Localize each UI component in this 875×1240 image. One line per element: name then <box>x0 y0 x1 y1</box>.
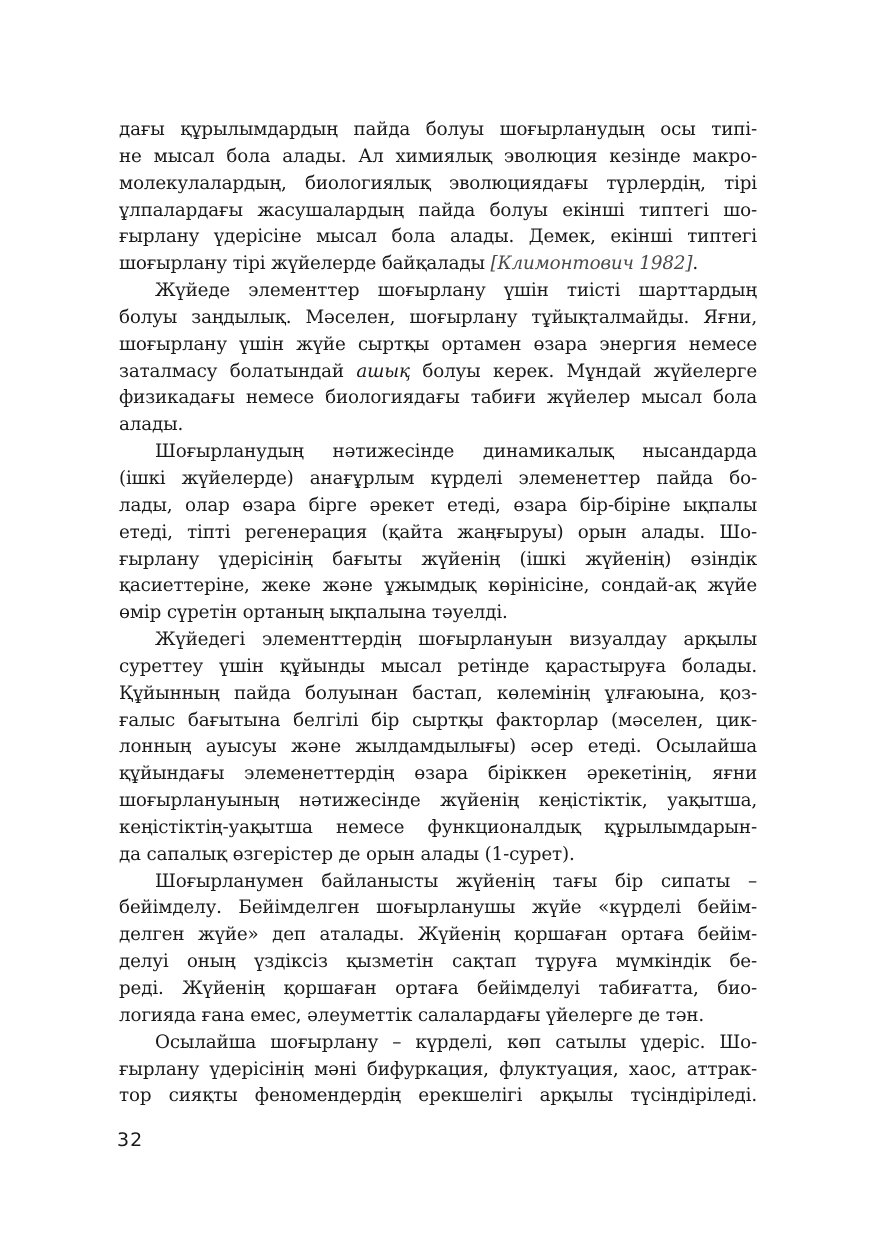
text-line <box>119 198 757 225</box>
text-line <box>119 573 757 600</box>
line-text: (ішкі жүйелерде) анағұрлым күрделі элеменеттер пайда бо- <box>119 467 757 489</box>
text-line <box>119 305 757 332</box>
text-line <box>119 547 757 574</box>
text-line <box>119 144 757 171</box>
line-text: Жүйеде элементтер шоғырлану үшін тиісті шарттардың <box>155 280 757 302</box>
line-text: шоғырлануының нәтижесінде жүйенің кеңістіктік, уақытша, <box>119 790 757 812</box>
line-text: ғырлану үдерісінің бағыты жүйенің (ішкі жүйенің) өзіндік <box>119 548 757 570</box>
text-line <box>119 251 757 278</box>
text-line <box>119 1030 757 1057</box>
text-line <box>119 815 757 842</box>
text-line <box>119 224 757 251</box>
body-text <box>119 117 757 1110</box>
text-line <box>119 1057 757 1084</box>
line-text: логияда ғана емес, әлеуметтік салалардағы үйелерге де тән. <box>119 1004 705 1026</box>
line-text: қасиеттеріне, жеке және ұжымдық көрінісіне, сондай-ақ жүйе <box>119 575 757 597</box>
text-line <box>119 1003 757 1030</box>
line-text: Құйынның пайда болуынан бастап, көлемінің ұлғаюына, қоз- <box>119 682 757 704</box>
text-line <box>119 439 757 466</box>
line-text: бейімделу. Бейімделген шоғырланушы жүйе «күрделі бейім- <box>119 897 757 919</box>
line-text: . <box>692 253 698 275</box>
text-line <box>119 949 757 976</box>
line-text: заталмасу болатындай <box>119 360 357 382</box>
text-line <box>119 600 757 627</box>
text-line <box>119 385 757 412</box>
text-line <box>119 412 757 439</box>
line-text: шоғырлану үшін жүйе сыртқы ортамен өзара энергия немесе <box>119 333 757 355</box>
line-text: ұлпалардағы жасушалардың пайда болуы екінші типтегі шо- <box>119 199 757 221</box>
text-line <box>119 922 757 949</box>
line-text: ғалыс бағытына белгілі бір сыртқы факторлар (мәселен, цик- <box>119 709 757 731</box>
text-line <box>119 359 757 386</box>
page-number: 32 <box>117 1129 144 1151</box>
citation-text: ашық <box>356 360 410 382</box>
text-line <box>119 788 757 815</box>
line-text: физикадағы немесе биологиядағы табиғи жүйелер мысал бола <box>119 387 757 409</box>
text-line <box>119 278 757 305</box>
text-line <box>119 1083 757 1110</box>
text-line <box>119 842 757 869</box>
line-text: не мысал бола алады. Ал химиялық эволюция кезінде макро- <box>119 145 757 167</box>
line-text: суреттеу үшін құйынды мысал ретінде қарастыруға болады. <box>119 655 757 677</box>
line-text: делген жүйе» деп аталады. Жүйенің қоршаған ортаға бейім- <box>119 924 757 946</box>
line-text: шоғырлану тірі жүйелерде байқалады <box>119 253 491 275</box>
text-line <box>119 681 757 708</box>
line-text: реді. Жүйенің қоршаған ортаға бейімделуі табиғатта, био- <box>119 978 757 999</box>
text-line <box>119 520 757 547</box>
text-line <box>119 895 757 922</box>
line-text: етеді, тіпті регенерация (қайта жаңғыруы) орын алады. Шо- <box>119 521 757 543</box>
text-line <box>119 332 757 359</box>
line-text: лады, олар өзара бірге әрекет етеді, өзара бір-біріне ықпалы <box>119 494 757 516</box>
line-text: болуы керек. Мұндай жүйелерге <box>409 360 758 382</box>
line-text: ғырлану үдерісіне мысал бола алады. Демек, екінші типтегі <box>119 226 757 248</box>
citation-text: [Климонтович 1982] <box>490 253 693 275</box>
line-text: Шоғырланумен байланысты жүйенің тағы бір сипаты – <box>155 870 757 892</box>
text-line <box>119 466 757 493</box>
text-line <box>119 654 757 681</box>
text-line <box>119 734 757 761</box>
text-line <box>119 627 757 654</box>
line-text: өмір сүретін ортаның ықпалына тәуелді. <box>119 602 508 624</box>
line-text: Осылайша шоғырлану – күрделі, көп сатылы үдеріс. Шо- <box>155 1031 757 1053</box>
line-text: молекулалардың, биологиялық эволюциядағы түрлердің, тірі <box>119 172 757 194</box>
line-text: Жүйедегі элементтердің шоғырлануын визуалдау арқылы <box>155 629 757 651</box>
line-text: лонның ауысуы және жылдамдылығы) әсер етеді. Осылайша <box>119 736 757 758</box>
line-text: да сапалық өзгерістер де орын алады (1-сурет). <box>119 843 575 865</box>
text-line <box>119 117 757 144</box>
text-line <box>119 171 757 198</box>
text-line <box>119 869 757 896</box>
line-text: құйындағы элеменеттердің өзара біріккен әрекетінің, яғни <box>119 763 757 785</box>
line-text: тор сияқты феномендердің ерекшелігі арқылы түсіндіріледі. <box>119 1085 757 1107</box>
line-text: алады. <box>119 414 184 436</box>
line-text: дағы құрылымдардың пайда болуы шоғырланудың осы типі- <box>119 119 757 140</box>
text-line <box>119 761 757 788</box>
line-text: делуі оның үздіксіз қызметін сақтап тұруға мүмкіндік бе- <box>119 951 757 973</box>
line-text: болуы заңдылық. Мәселен, шоғырлану тұйықталмайды. Яғни, <box>119 306 757 328</box>
line-text: кеңістіктің-уақытша немесе функционалдық құрылымдарын- <box>119 816 757 838</box>
text-line <box>119 493 757 520</box>
text-line <box>119 708 757 735</box>
line-text: Шоғырланудың нәтижесінде динамикалық нысандарда <box>155 441 757 463</box>
line-text: ғырлану үдерісінің мәні бифуркация, флуктуация, хаос, аттрак- <box>119 1058 757 1080</box>
text-line <box>119 976 757 1003</box>
